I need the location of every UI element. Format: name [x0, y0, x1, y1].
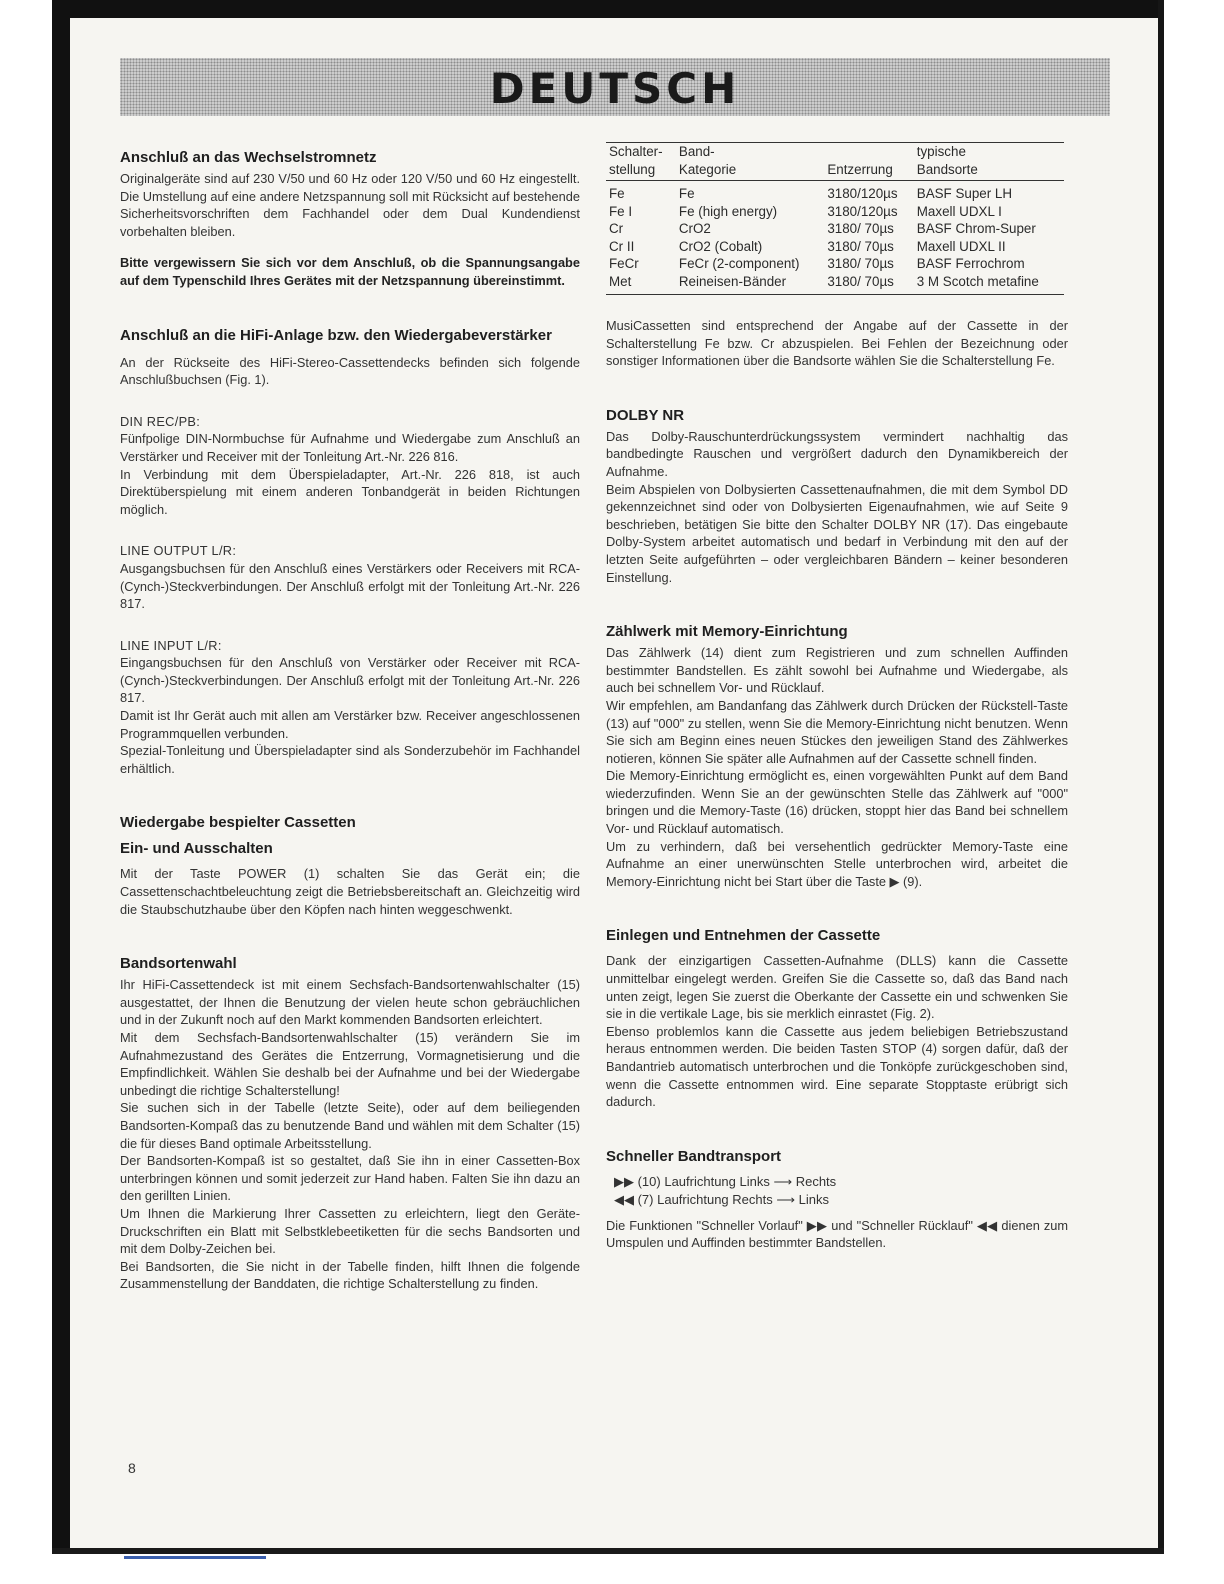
table-cell: FeCr: [609, 256, 639, 271]
table-row: [606, 220, 1064, 238]
table-cell: 3180/120µs: [827, 186, 898, 201]
section-mains: [120, 148, 580, 290]
paragraph: Wir empfehlen, am Bandanfang das Zählwerk durch Drücken der Rückstell-Taste (13) auf "000" zu stellen, wenn Sie die Memory-Einrichtung nicht benutzen. Wenn Sie sich am Beginn eines neuen Stückes den jeweiligen Stand des Zählwerkes notieren, können Sie später alle Aufnahmen auf der Cassette schnell finden.: [606, 697, 1068, 766]
paragraph: Dank der einzigartigen Cassetten-Aufnahme (DLLS) kann die Cassette unmittelbar eingelegt werden. Greifen Sie die Cassette so, daß das Band nach unten zeigt, legen Sie zuerst die Oberkante der Cassette ein und schwenken Sie sie in die vertikale Lage, bis sie merklich einrastet (Fig. 2).: [606, 953, 1068, 1022]
scan-border-bottom: [52, 1548, 1164, 1554]
rewind-line: ◀◀ (7) Laufrichtung Rechts ⟶ Links: [614, 1191, 829, 1207]
section-heading: Bandsortenwahl: [120, 955, 237, 973]
musicassette-note: MusiCassetten sind entsprechend der Angabe auf der Cassette in der Schalterstellung Fe bzw. Cr abzuspielen. Bei Fehlen der Bezeichnung oder sonstiger Informationen über die Bandsorte wählen Sie die Schalterstellung Fe.: [606, 318, 1068, 369]
page-title: DEUTSCH: [489, 64, 741, 113]
table-row: [606, 273, 1064, 295]
scan-border-top: [52, 0, 1164, 18]
title-banner: [120, 58, 1110, 116]
paragraph: Der Bandsorten-Kompaß ist so gestaltet, daß Sie ihn in einer Cassetten-Box unterbringen können und somit jederzeit zur Hand haben. Falten Sie ihn dazu an den gerillten Linien.: [120, 1153, 580, 1204]
table-cell: Cr II: [609, 238, 635, 254]
section-cassette: [606, 926, 1068, 1110]
paragraph: An der Rückseite des HiFi-Stereo-Cassettendecks befinden sich folgende Anschlußbuchsen (Fig. 1).: [120, 354, 580, 388]
table-header-row: [606, 143, 1064, 181]
section-counter: [606, 622, 1068, 890]
table-cell: CrO2 (Cobalt): [678, 238, 763, 254]
paragraph: Mit dem Sechsfach-Bandsortenwahlschalter (15) verändern Sie im Aufnahmezustand des Gerätes die Entzerrung, Vormagnetisierung und die Empfindlichkeit. Wählen Sie deshalb bei der Aufnahme und bei der Wiedergabe unbedingt die richtige Schalterstellung!: [120, 1030, 580, 1098]
tape-type-table: [606, 142, 1064, 295]
header-text: Entzerrung: [827, 161, 893, 177]
fast-forward-line: ▶▶ (10) Laufrichtung Links ⟶ Rechts: [614, 1173, 837, 1189]
connector-label-din: DIN REC/PB:: [120, 413, 201, 429]
table-cell: 3 M Scotch metafine: [914, 273, 1064, 295]
section-heading: Zählwerk mit Memory-Einrichtung: [606, 623, 848, 641]
scan-tab-marker: [124, 1556, 266, 1559]
table-cell: Fe: [678, 186, 695, 201]
table-header-cell: [824, 143, 913, 181]
section-subheading: Ein- und Ausschalten: [120, 840, 273, 858]
section-heading: Wiedergabe bespielter Cassetten: [120, 814, 356, 832]
paragraph: Um zu verhindern, daß bei versehentlich gedrückter Memory-Taste eine Aufnahme an einer unerwünschten Stelle unterbrochen wird, arbeitet die Memory-Einrichtung nicht bei Start über die Taste ▶ (9).: [606, 838, 1068, 889]
paragraph: Damit ist Ihr Gerät auch mit allen am Verstärker bzw. Receiver angeschlossenen Programmquellen verbunden.: [120, 708, 580, 741]
table-header-cell: [676, 143, 824, 181]
paragraph: Um Ihnen die Markierung Ihrer Cassetten zu erleichtern, liegt den Geräte-Druckschriften ein Blatt mit Selbstklebeetiketten für die sechs Bandsorten und mit dem Dolby-Zeichen bei.: [120, 1205, 580, 1257]
paragraph: Bei Bandsorten, die Sie nicht in der Tabelle finden, hilft Ihnen die folgende Zusammenstellung der Banddaten, die richtige Schalterstellung zu finden.: [120, 1258, 580, 1292]
table-cell: 3180/120µs: [827, 203, 898, 219]
voltage-warning: Bitte vergewissern Sie sich vor dem Anschluß, ob die Spannungsangabe auf dem Typenschild Ihres Gerätes mit der Netzspannung übereinstimmt.: [120, 255, 580, 288]
paragraph: Mit der Taste POWER (1) schalten Sie das Gerät ein; die Cassettenschachtbeleuchtung zeigt die Betriebsbereitschaft an. Gleichzeitig wird die Staubschutzhaube über den Köpfen nach hinten weggeschwenkt.: [120, 866, 580, 917]
section-hifi: [120, 326, 580, 778]
table-cell: 3180/ 70µs: [824, 273, 913, 295]
paragraph: Die Funktionen "Schneller Vorlauf" ▶▶ und "Schneller Rücklauf" ◀◀ dienen zum Umspulen und Auffinden bestimmter Bandstellen.: [606, 1217, 1068, 1251]
table-row: [606, 255, 1064, 273]
paragraph: Beim Abspielen von Dolbysierten Cassettenaufnahmen, die mit dem Symbol DD gekennzeichnet sind oder von Dolbysierten Eigenaufnahmen, wie auf Seite 9 beschrieben, betätigen Sie bitte den Schalter DOLBY NR (17). Das eingebaute Dolby-System arbeitet automatisch und bedarf in Verbindung mit den auf der letzten Seite aufgeführten – oder vergleichbaren Bändern – keiner besonderen Einstellung.: [606, 481, 1068, 585]
right-column: [606, 128, 1068, 1252]
table-cell: Fe I: [609, 203, 633, 219]
table-row: [606, 181, 1064, 203]
section-playback: [120, 813, 580, 918]
left-column: [120, 128, 580, 1293]
table-header-cell: [914, 143, 1064, 181]
table-cell: Fe (high energy): [678, 203, 778, 219]
section-heading: Anschluß an das Wechselstromnetz: [120, 149, 377, 166]
section-heading: Einlegen und Entnehmen der Cassette: [606, 927, 881, 945]
paragraph: Sie suchen sich in der Tabelle (letzte Seite), oder auf dem beiliegenden Bandsorten-Kompaß das zu benutzende Band und wählen mit dem Schalter (15) die für dieses Band optimale Arbeitsstellung.: [120, 1100, 580, 1151]
paragraph: Ebenso problemlos kann die Cassette aus jedem beliebigen Betriebszustand heraus entnommen werden. Die beiden Tasten STOP (4) sorgen dafür, daß der Bandantrieb automatisch unterbrochen und die Tonköpfe zurückgeschoben sind, wenn die Cassette entnommen wird. Eine separate Stopptaste erübrigt sich dadurch.: [606, 1023, 1068, 1110]
page-number: 8: [128, 1460, 136, 1476]
paragraph: Originalgeräte sind auf 230 V/50 und 60 Hz oder 120 V/50 und 60 Hz eingestellt. Die Umstellung auf eine andere Netzspannung soll mit Rücksicht auf bestehende Sicherheitsvorschriften dem Fachhandel oder dem Dual Kundendienst vorbehalten bleiben.: [120, 171, 580, 239]
table-cell: Met: [606, 273, 676, 295]
table-row: [606, 238, 1064, 256]
table-cell: Maxell UDXL II: [916, 238, 1006, 254]
table-cell: Cr: [609, 221, 624, 236]
paragraph: Ihr HiFi-Cassettendeck ist mit einem Sechsfach-Bandsortenwahlschalter (15) ausgestattet, der Ihnen die Benutzung der vielen heute schon gebräuchlichen und in der Zukunft noch auf den Markt kommenden Bandsorten erleichtert.: [120, 977, 580, 1028]
table-cell: Fe: [609, 186, 625, 201]
table-cell: 3180/ 70µs: [827, 221, 894, 236]
table-cell: 3180/ 70µs: [827, 256, 894, 271]
scan-border-right: [1158, 0, 1164, 1552]
section-dolby: [606, 406, 1068, 586]
table-cell: FeCr (2-component): [678, 256, 800, 271]
paragraph: Spezial-Tonleitung und Überspieladapter sind als Sonderzubehör im Fachhandel erhältlich.: [120, 743, 580, 776]
table-cell: Maxell UDXL I: [916, 203, 1002, 219]
table-header-cell: [606, 143, 676, 181]
section-tapetype: [120, 954, 580, 1293]
scan-border-left: [52, 0, 70, 1552]
header-text: typische Bandsorte: [916, 144, 978, 177]
paragraph: Fünfpolige DIN-Normbuchse für Aufnahme und Wiedergabe zum Anschluß an Verstärker und Receiver mit der Tonleitung Art.-Nr. 226 816.: [120, 431, 580, 464]
paragraph: Das Dolby-Rauschunterdrückungssystem vermindert nachhaltig das bandbedingte Rauschen und vergrößert dadurch den Dynamikbereich der Aufnahme.: [606, 428, 1068, 479]
paragraph: Ausgangsbuchsen für den Anschluß eines Verstärkers oder Receivers mit RCA-(Cynch-)Steckverbindungen. Der Anschluß erfolgt mit der Tonleitung Art.-Nr. 226 817.: [120, 560, 580, 612]
paragraph: Eingangsbuchsen für den Anschluß von Verstärker oder Receiver mit RCA-(Cynch-)Steckverbindungen. Der Anschluß erfolgt mit der Tonleitung Art.-Nr. 226 817.: [120, 655, 580, 706]
section-transport: [606, 1147, 1068, 1252]
table-row: [606, 203, 1064, 221]
section-heading: Anschluß an die HiFi-Anlage bzw. den Wiedergabeverstärker: [120, 326, 552, 344]
table-cell: BASF Super LH: [916, 186, 1013, 201]
paragraph: Das Zählwerk (14) dient zum Registrieren und zum schnellen Auffinden bestimmter Bandstellen. Es zählt sowohl bei Aufnahme und Wiedergabe, als auch bei schnellem Vor- und Rücklauf.: [606, 645, 1068, 696]
section-heading: Schneller Bandtransport: [606, 1147, 782, 1165]
section-heading: DOLBY NR: [606, 406, 685, 424]
connector-label-line-output: LINE OUTPUT L/R:: [120, 543, 237, 559]
table-cell: CrO2: [678, 221, 711, 236]
header-text: Schalter- stellung: [609, 144, 663, 177]
table-cell: 3180/ 70µs: [827, 238, 894, 254]
connector-label-line-input: LINE INPUT L/R:: [120, 637, 222, 653]
table-cell: Reineisen-Bänder: [676, 273, 824, 295]
manual-page: [70, 18, 1158, 1548]
table-cell: BASF Ferrochrom: [916, 256, 1025, 271]
header-text: Band- Kategorie: [678, 144, 737, 177]
table-cell: BASF Chrom-Super: [916, 221, 1036, 236]
paragraph: Die Memory-Einrichtung ermöglicht es, einen vorgewählten Punkt auf dem Band wiederzufinden. Wenn Sie an der gewünschten Stelle das Zählwerk auf "000" bringen und die Memory-Taste (16) drücken, stoppt hier das Band bei schnellem Vor- und Rücklauf automatisch.: [606, 768, 1068, 837]
paragraph: In Verbindung mit dem Überspieladapter, Art.-Nr. 226 818, ist auch Direktüberspielung mit einem anderen Tonbandgerät in beiden Richtungen möglich.: [120, 466, 580, 517]
